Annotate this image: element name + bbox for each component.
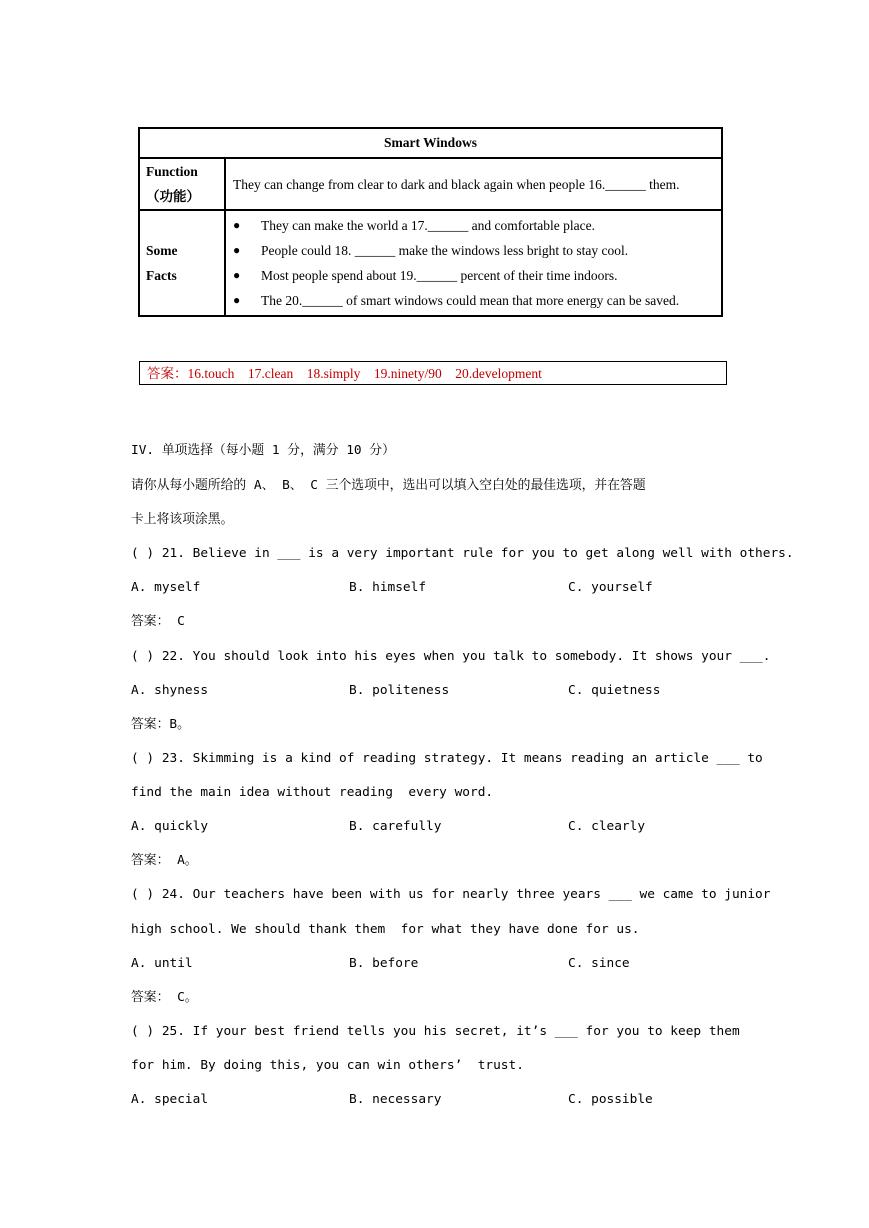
instructions-line-1: 请你从每小题所给的 A、 B、 C 三个选项中，选出可以填入空白处的最佳选项，并在答题: [131, 478, 646, 493]
question-21-stem: ( ) 21. Believe in ___ is a very important rule for you to get along well with others.: [131, 546, 794, 561]
question-24-answer: 答案： C。: [131, 990, 198, 1005]
question-22-stem: ( ) 22. You should look into his eyes when you talk to somebody. It shows your ___.: [131, 649, 771, 664]
function-text: They can change from clear to dark and black again when people 16.______ them.: [225, 158, 722, 210]
function-label-cn: （功能）: [146, 189, 200, 204]
fact-text: People could 18. ______ make the windows less bright to stay cool.: [261, 243, 629, 258]
question-22-answer: 答案：B。: [131, 717, 190, 732]
function-label: [139, 158, 225, 210]
question-24-option-c: C. since: [568, 956, 630, 971]
answer-key-box: 答案：16.touch 17.clean 18.simply 19.ninety/90 20.development: [139, 361, 727, 385]
fact-item: [233, 263, 714, 288]
question-23-stem-cont: find the main idea without reading every word.: [131, 785, 494, 800]
question-24-stem: ( ) 24. Our teachers have been with us for nearly three years ___ we came to junior: [131, 887, 771, 902]
question-21-option-b: B. himself: [349, 580, 427, 595]
fact-text: The 20.______ of smart windows could mean that more energy can be saved.: [261, 293, 680, 308]
bullet-icon: ●: [233, 243, 241, 257]
question-25-stem-cont: for him. By doing this, you can win others’ trust.: [131, 1058, 524, 1073]
question-22-option-c: C. quietness: [568, 683, 661, 698]
fact-item: [233, 288, 714, 313]
smart-windows-table: [138, 127, 723, 317]
question-21-answer: 答案： C: [131, 614, 185, 629]
fact-item: [233, 213, 714, 238]
bullet-icon: ●: [233, 268, 241, 282]
question-23-stem: ( ) 23. Skimming is a kind of reading strategy. It means reading an article ___ to: [131, 751, 763, 766]
question-25-option-c: C. possible: [568, 1092, 653, 1107]
question-22-option-b: B. politeness: [349, 683, 450, 698]
facts-label: [139, 210, 225, 316]
question-24-stem-cont: high school. We should thank them for what they have done for us.: [131, 922, 640, 937]
function-label-en: Function: [146, 164, 198, 179]
facts-list: [225, 210, 722, 316]
question-21-option-a: A. myself: [131, 580, 201, 595]
question-25-option-b: B. necessary: [349, 1092, 442, 1107]
table-title: Smart Windows: [139, 128, 722, 158]
question-24-option-a: A. until: [131, 956, 193, 971]
fact-text: They can make the world a 17.______ and comfortable place.: [261, 218, 595, 233]
question-22-option-a: A. shyness: [131, 683, 209, 698]
instructions-line-2: 卡上将该项涂黑。: [131, 512, 234, 527]
facts-label-line1: Some: [146, 243, 178, 258]
question-21-option-c: C. yourself: [568, 580, 653, 595]
question-23-answer: 答案： A。: [131, 853, 198, 868]
section-heading: IV. 单项选择（每小题 1 分，满分 10 分）: [131, 443, 395, 458]
question-25-stem: ( ) 25. If your best friend tells you his secret, it’s ___ for you to keep them: [131, 1024, 740, 1039]
question-24-option-b: B. before: [349, 956, 419, 971]
question-23-option-c: C. clearly: [568, 819, 646, 834]
question-23-option-a: A. quickly: [131, 819, 209, 834]
bullet-icon: ●: [233, 293, 241, 307]
facts-label-line2: Facts: [146, 268, 177, 283]
fact-text: Most people spend about 19.______ percent of their time indoors.: [261, 268, 618, 283]
bullet-icon: ●: [233, 218, 241, 232]
question-25-option-a: A. special: [131, 1092, 209, 1107]
question-23-option-b: B. carefully: [349, 819, 442, 834]
fact-item: [233, 238, 714, 263]
